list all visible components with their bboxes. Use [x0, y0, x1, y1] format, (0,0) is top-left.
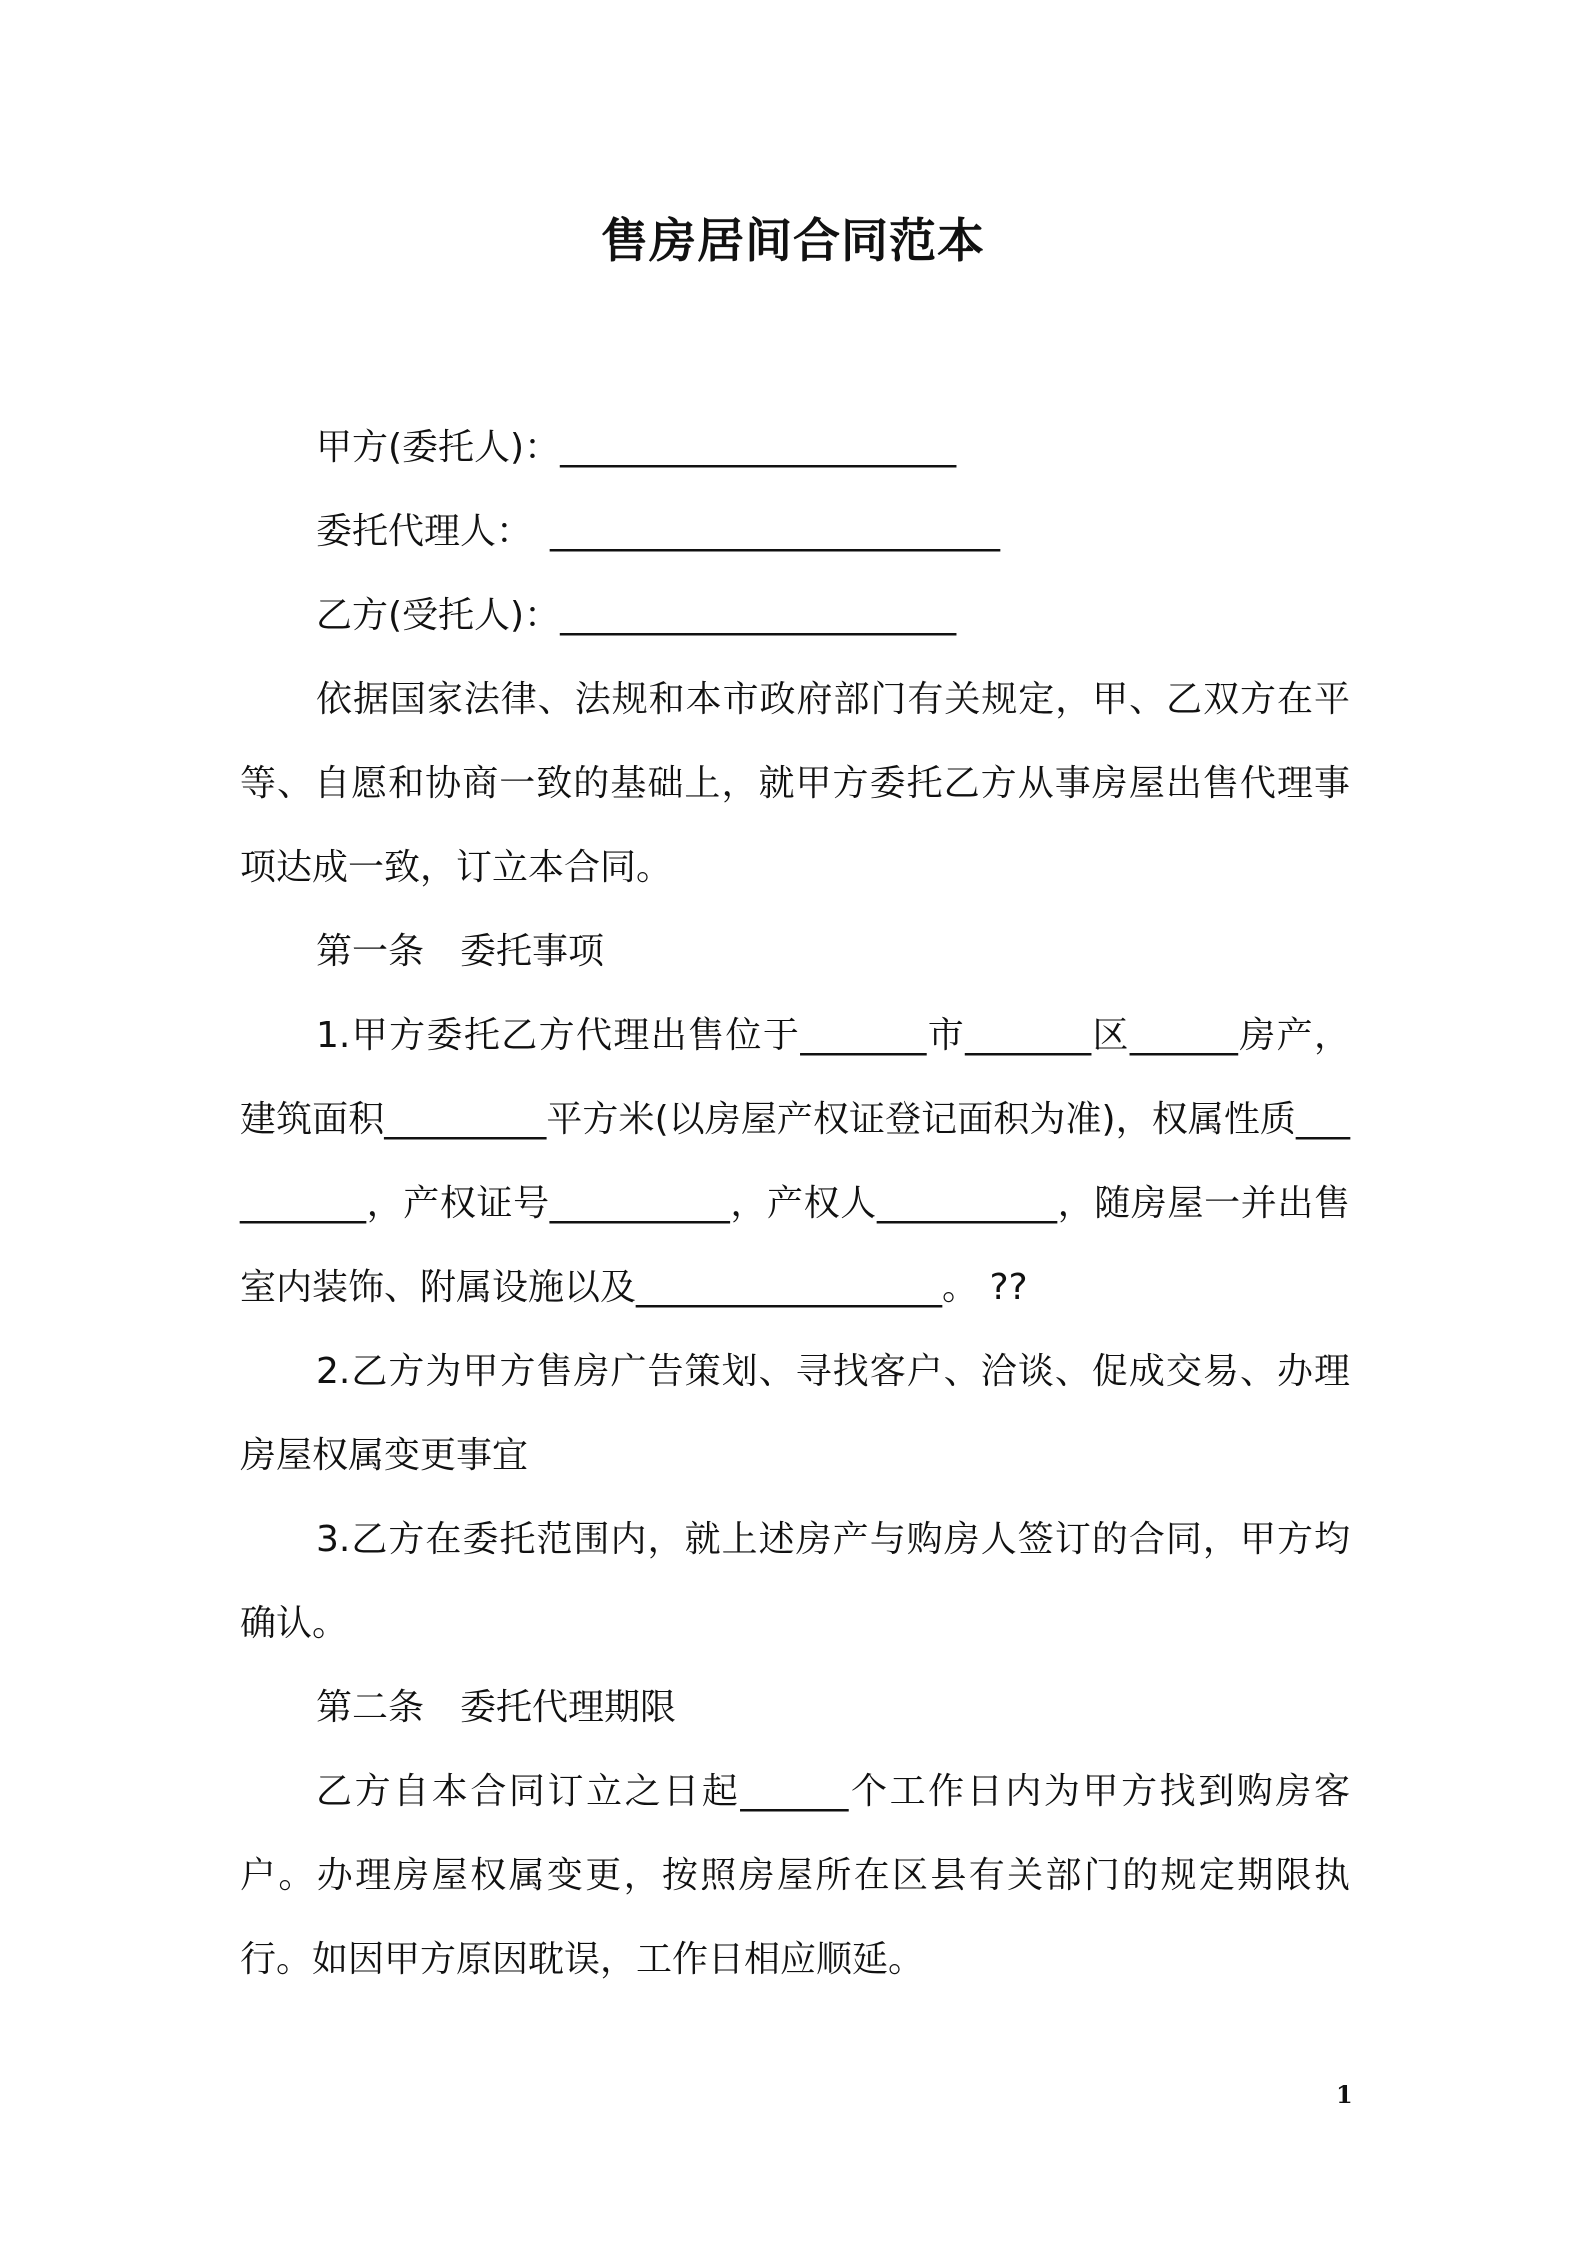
- agent-field: 委托代理人： _________________________: [316, 511, 1001, 552]
- article-1-heading: 第一条 委托事项: [316, 931, 605, 972]
- article-1-clause-2: 2.乙方为甲方售房广告策划、寻找客户、洽谈、促成交易、办理房屋权属变更事宜: [240, 1351, 1350, 1476]
- party-b-field: 乙方(受托人)：______________________: [316, 595, 957, 636]
- article-2-heading: 第二条 委托代理期限: [316, 1687, 677, 1728]
- document-title: 售房居间合同范本: [601, 214, 985, 269]
- article-2-paragraph: 乙方自本合同订立之日起______个工作日内为甲方找到购房客户。办理房屋权属变更，按照房屋所在区县有关部门的规定期限执行。如因甲方原因耽误，工作日相应顺延。: [240, 1771, 1350, 1980]
- page-number: 1: [1336, 2080, 1353, 2109]
- article-1-clause-3: 3.乙方在委托范围内，就上述房产与购房人签订的合同，甲方均确认。: [240, 1519, 1350, 1644]
- preamble-paragraph: 依据国家法律、法规和本市政府部门有关规定，甲、乙双方在平等、自愿和协商一致的基础上，就甲方委托乙方从事房屋出售代理事项达成一致，订立本合同。: [240, 679, 1350, 888]
- article-1-clause-1: 1.甲方委托乙方代理出售位于_______市_______区______房产，建筑面积_________平方米(以房屋产权证登记面积为准)，权属性质__________，产权证号__________，产权人__________，随房屋一并出售室内装饰、附属设施以及_________________。 ??: [240, 1015, 1350, 1308]
- document-body: [240, 406, 1350, 2002]
- party-a-field: 甲方(委托人)：______________________: [316, 427, 957, 468]
